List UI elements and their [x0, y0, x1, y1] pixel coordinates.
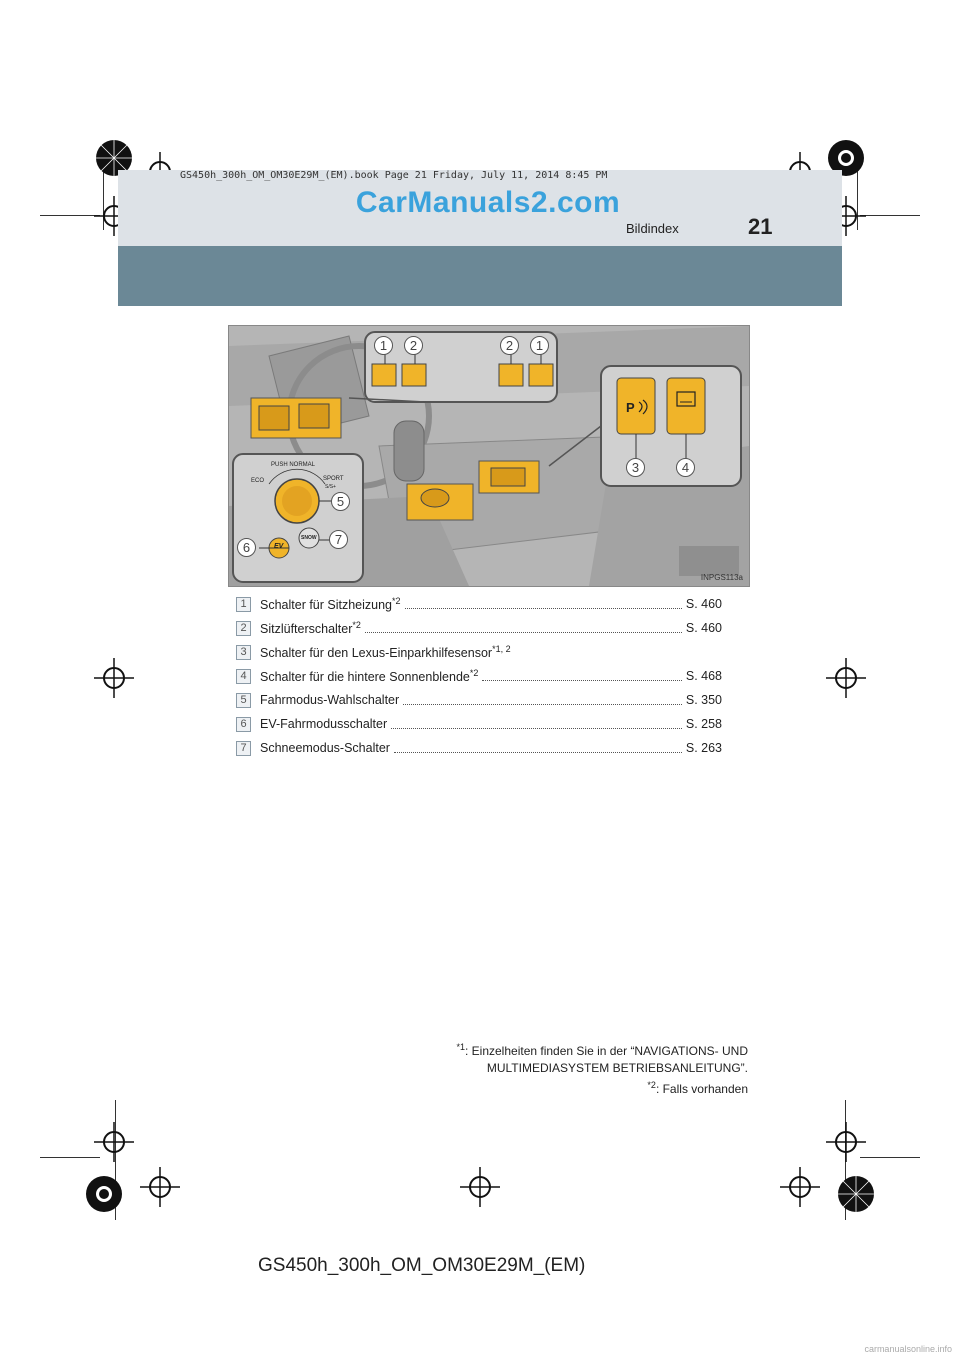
item-number: 7	[236, 741, 251, 756]
dot-leader	[391, 728, 682, 729]
item-label[interactable]: Schalter für den Lexus-Einparkhilfesensor$^{*1, 2}$	[260, 643, 511, 661]
radial-mark-icon	[82, 1172, 126, 1216]
item-label[interactable]: Schalter für die hintere Sonnenblende$^{*2}$	[260, 667, 479, 685]
page-reference[interactable]: S. 460	[685, 597, 722, 611]
list-item	[236, 736, 722, 760]
callout-2: 2	[500, 336, 519, 355]
item-list	[236, 592, 722, 760]
page-reference[interactable]: S. 263	[685, 741, 722, 755]
footnote-1-continued: MULTIMEDIASYSTEM BETRIEBSANLEITUNG”.	[486, 1061, 748, 1075]
eco-label: ECO	[251, 478, 265, 484]
watermark-logo[interactable]: CarManuals2.com	[355, 186, 621, 219]
sport-sub-label: S/S+	[325, 484, 336, 490]
list-item	[236, 688, 722, 712]
page-reference[interactable]: S. 468	[685, 669, 722, 683]
header-bar	[118, 246, 842, 306]
crop-line	[40, 1157, 100, 1158]
dot-leader	[403, 704, 682, 705]
list-item	[236, 616, 722, 640]
book-info-line: GS450h_300h_OM_OM30E29M_(EM).book Page 21 Friday, July 11, 2014 8:45 PM	[180, 170, 608, 181]
drive-mode-highlight	[407, 484, 473, 520]
footnote-1: $^{*1}$: Einzelheiten finden Sie in der “NAVIGATIONS- UND	[456, 1042, 748, 1058]
crop-line	[860, 215, 920, 216]
crosshair-icon	[138, 1165, 182, 1209]
item-number: 3	[236, 645, 251, 660]
figure-code: INPGS113a	[700, 573, 743, 582]
ev-label: EV	[274, 543, 284, 550]
dot-leader	[365, 632, 682, 633]
callout-4: 4	[676, 458, 695, 477]
push-normal-label: PUSH NORMAL	[271, 462, 316, 468]
sport-label: SPORT	[323, 476, 344, 482]
callout-1: 1	[530, 336, 549, 355]
item-label[interactable]: Sitzlüfterschalter$^{*2}$	[260, 619, 361, 637]
dot-leader	[482, 680, 681, 681]
crosshair-icon	[824, 656, 868, 700]
callout-3: 3	[626, 458, 645, 477]
item-number: 5	[236, 693, 251, 708]
item-number: 1	[236, 597, 251, 612]
list-item	[236, 664, 722, 688]
footnote-2: $^{*2}$: Falls vorhanden	[647, 1080, 748, 1096]
callout-5: 5	[331, 492, 350, 511]
list-item	[236, 640, 722, 664]
callout-6: 6	[237, 538, 256, 557]
item-number: 4	[236, 669, 251, 684]
section-title: Bildindex	[626, 221, 679, 236]
item-label[interactable]: Fahrmodus-Wahlschalter	[260, 693, 400, 707]
crosshair-icon	[92, 656, 136, 700]
snow-label: SNOW	[301, 535, 317, 541]
callout-2: 2	[404, 336, 423, 355]
list-item	[236, 712, 722, 736]
item-label[interactable]: Schalter für Sitzheizung$^{*2}$	[260, 595, 401, 613]
callout-7: 7	[329, 530, 348, 549]
crop-line	[40, 215, 100, 216]
item-label[interactable]: Schneemodus-Schalter	[260, 741, 390, 755]
list-item	[236, 592, 722, 616]
dot-leader	[394, 752, 682, 753]
svg-text:P: P	[626, 400, 635, 415]
item-label[interactable]: EV-Fahrmodusschalter	[260, 717, 388, 731]
page-reference[interactable]: S. 258	[685, 717, 722, 731]
interior-illustration	[228, 325, 750, 587]
crosshair-icon	[778, 1165, 822, 1209]
crosshair-icon	[824, 1120, 868, 1164]
source-site[interactable]: carmanualsonline.info	[864, 1344, 952, 1354]
dashboard-drawing	[229, 326, 749, 586]
sunshade-switch-highlight	[479, 461, 539, 493]
manual-code: GS450h_300h_OM_OM30E29M_(EM)	[258, 1255, 586, 1276]
dot-leader	[405, 608, 682, 609]
crosshair-icon	[92, 1120, 136, 1164]
item-number: 6	[236, 717, 251, 732]
page-reference[interactable]: S. 460	[685, 621, 722, 635]
drive-mode-inset	[233, 454, 363, 582]
callout-1: 1	[374, 336, 393, 355]
page-reference[interactable]: S. 350	[685, 693, 722, 707]
item-number: 2	[236, 621, 251, 636]
crosshair-icon	[458, 1165, 502, 1209]
crop-line	[860, 1157, 920, 1158]
radial-mark-icon	[834, 1172, 878, 1216]
air-vent-switches	[251, 398, 341, 438]
page-number: 21	[748, 214, 773, 239]
